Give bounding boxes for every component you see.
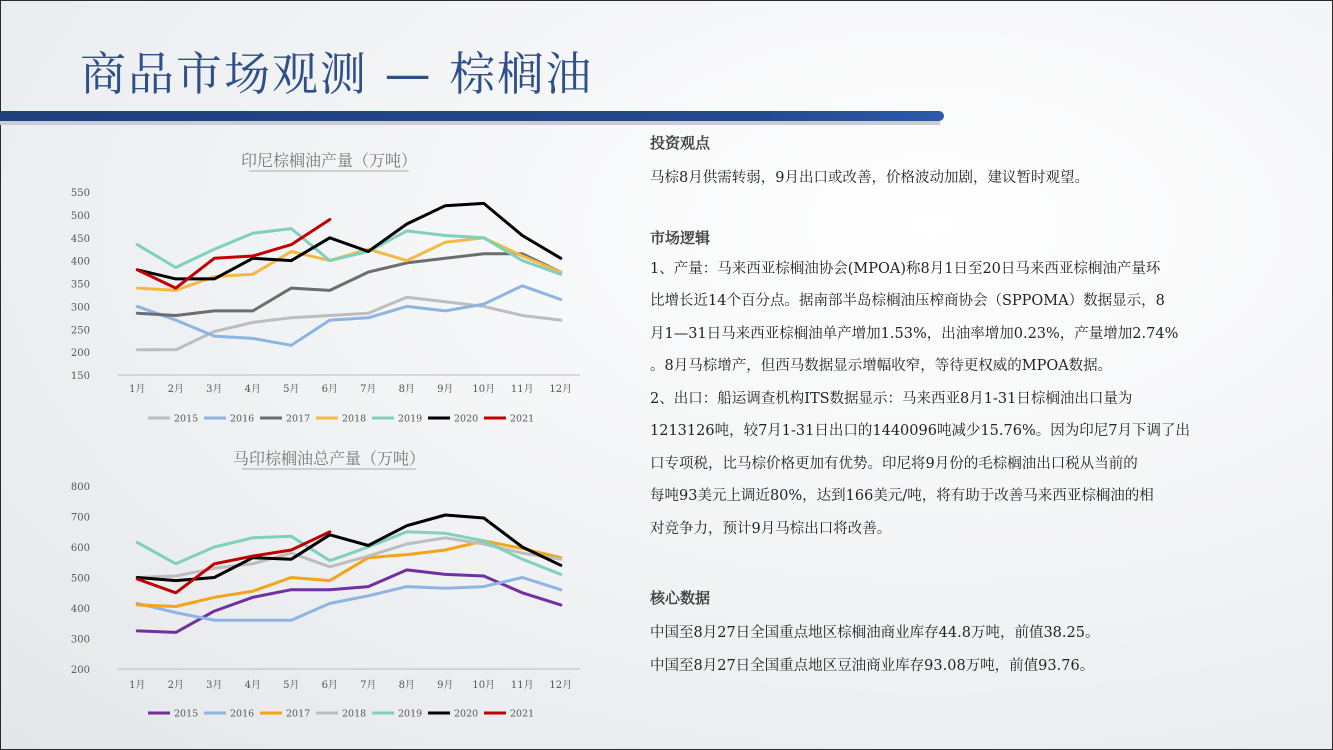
x-tick-label: 4月 (244, 680, 261, 691)
x-tick-label: 9月 (437, 384, 454, 395)
legend-label: 2018 (342, 708, 367, 720)
x-tick-label: 6月 (321, 384, 338, 395)
legend-label: 2020 (454, 708, 479, 720)
x-tick-label: 3月 (206, 384, 223, 395)
series-line-2017 (137, 254, 561, 316)
y-tick-label: 200 (70, 665, 90, 676)
legend-label: 2015 (174, 708, 199, 720)
legend-label: 2021 (510, 708, 535, 720)
legend-label: 2018 (342, 413, 367, 425)
y-tick-label: 450 (70, 233, 90, 245)
market-logic-line: 2、出口：船运调查机构ITS数据显示：马来西亚8月1-31日棕榈油出口量为 (650, 390, 1133, 407)
y-tick-label: 150 (70, 371, 90, 382)
x-tick-label: 1月 (129, 680, 146, 691)
x-tick-label: 8月 (398, 680, 415, 691)
legend-label: 2019 (398, 413, 423, 425)
chart-indonesia-production (60, 140, 600, 435)
market-logic-line: 对竞争力，预计9月马棕出口将改善。 (650, 520, 892, 537)
legend-label: 2021 (510, 413, 535, 425)
y-tick-label: 400 (70, 256, 90, 268)
title-underline-shadow (0, 121, 940, 125)
legend-label: 2016 (230, 413, 255, 425)
y-tick-label: 550 (70, 188, 90, 199)
title-underline-bar (0, 111, 944, 121)
legend-label: 2017 (286, 708, 311, 720)
x-tick-label: 7月 (360, 384, 377, 395)
x-tick-label: 1月 (129, 384, 146, 395)
y-tick-label: 500 (70, 573, 90, 585)
core-data-line: 中国至8月27日全国重点地区棕榈油商业库存44.8万吨，前值38.25。 (650, 625, 1100, 641)
slide-title: 商品市场观测 — 棕榈油 (80, 47, 594, 101)
series-line-2016 (137, 578, 561, 621)
market-logic-line: 1、产量：马来西亚棕榈油协会(MPOA)称8月1日至20日马来西亚棕榈油产量环 (650, 260, 1161, 277)
x-tick-label: 11月 (510, 680, 534, 691)
series-line-2015 (137, 297, 561, 350)
market-logic-line: 。8月马棕增产，但西马数据显示增幅收窄，等待更权威的MPOA数据。 (650, 358, 1113, 374)
x-tick-label: 2月 (167, 384, 184, 395)
y-tick-label: 800 (70, 482, 90, 493)
legend-label: 2017 (286, 413, 311, 425)
investment-view-text: 马棕8月供需转弱，9月出口或改善，价格波动加剧，建议暂时观望。 (650, 170, 1089, 186)
x-tick-label: 3月 (206, 680, 223, 691)
core-data-line: 中国至8月27日全国重点地区豆油商业库存93.08万吨，前值93.76。 (650, 657, 1095, 674)
x-tick-label: 5月 (283, 680, 300, 691)
market-logic-line: 1213126吨，较7月1-31日出口的1440096吨减少15.76%。因为印尼7月下调了出 (650, 423, 1190, 439)
x-tick-label: 8月 (398, 384, 415, 395)
y-tick-label: 400 (70, 604, 90, 615)
market-logic-line: 口专项税，比马棕价格更加有优势。印尼将9月份的毛棕榈油出口税从当前的 (650, 455, 1138, 472)
chart-indonesia-production-svg (60, 140, 600, 435)
x-tick-label: 5月 (283, 384, 300, 395)
y-tick-label: 300 (70, 634, 90, 646)
y-tick-label: 600 (70, 543, 90, 554)
chart-malaysia-indonesia-total-svg (60, 440, 600, 730)
chart-title: 马印棕榈油总产量（万吨） (232, 449, 426, 468)
x-tick-label: 11月 (510, 384, 534, 395)
x-tick-label: 10月 (472, 384, 496, 395)
chart-title: 印尼棕榈油产量（万吨） (240, 151, 418, 170)
x-tick-label: 9月 (437, 680, 454, 691)
x-tick-label: 2月 (167, 680, 184, 691)
x-tick-label: 6月 (321, 680, 338, 691)
y-tick-label: 200 (70, 348, 90, 360)
legend-label: 2016 (230, 708, 255, 720)
legend-label: 2015 (174, 413, 199, 425)
legend-label: 2020 (454, 413, 479, 425)
y-tick-label: 350 (70, 279, 90, 291)
y-tick-label: 300 (70, 302, 90, 314)
y-tick-label: 500 (70, 210, 90, 222)
market-logic-line: 月1—31日马来西亚棕榈油单产增加1.53%，出油率增加0.23%，产量增加2.74% (650, 325, 1179, 342)
text-panel (650, 128, 1290, 682)
x-tick-label: 12月 (549, 384, 573, 395)
section-title-market-logic: 市场逻辑 (650, 228, 711, 247)
x-tick-label: 10月 (472, 680, 496, 691)
x-tick-label: 12月 (549, 680, 573, 691)
chart-malaysia-indonesia-total (60, 440, 600, 730)
x-tick-label: 7月 (360, 680, 377, 691)
market-logic-line: 每吨93美元上调近80%，达到166美元/吨，将有助于改善马来西亚棕榈油的相 (650, 488, 1154, 504)
market-logic-line: 比增长近14个百分点。据南部半岛棕榈油压榨商协会（SPPOMA）数据显示，8 (650, 293, 1165, 309)
section-title-investment-view: 投资观点 (650, 134, 711, 152)
y-tick-label: 700 (70, 512, 90, 524)
x-tick-label: 4月 (244, 384, 261, 395)
section-title-core-data: 核心数据 (650, 589, 711, 607)
legend-label: 2019 (398, 708, 423, 720)
y-tick-label: 250 (70, 325, 90, 337)
